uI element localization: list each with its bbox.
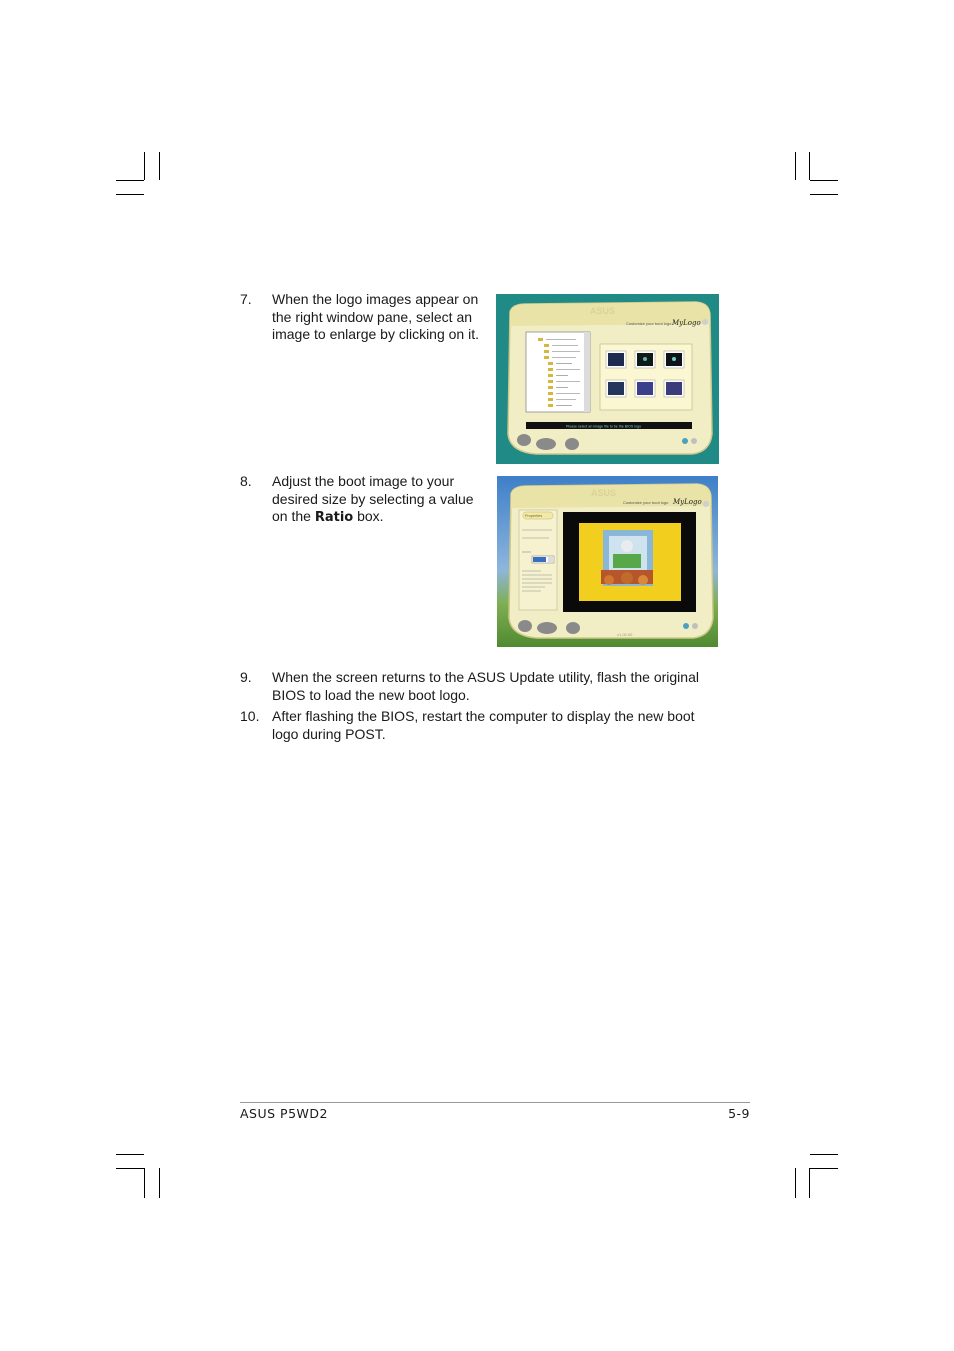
step-line: After flashing the BIOS, restart the computer to display the new boot bbox=[272, 708, 695, 724]
step-line: logo during POST. bbox=[272, 725, 386, 742]
step-text bbox=[272, 473, 474, 527]
svg-text:Please select an image file to: Please select an image file to be the BIOS logo bbox=[566, 424, 642, 429]
svg-text:MyLogo: MyLogo bbox=[673, 498, 702, 506]
svg-text:Customize your boot logo: Customize your boot logo bbox=[626, 321, 672, 326]
screenshot-logo-images bbox=[496, 294, 719, 464]
footer-title: ASUS P5WD2 bbox=[240, 1106, 328, 1121]
step-line: desired size by selecting a value bbox=[272, 490, 474, 507]
step-7 bbox=[240, 291, 490, 351]
mylogo-preview-image bbox=[497, 476, 718, 647]
svg-text:ASUS: ASUS bbox=[590, 306, 616, 316]
svg-text:MyLogo: MyLogo bbox=[672, 319, 701, 327]
step-8 bbox=[240, 473, 490, 533]
svg-text:Properties: Properties bbox=[525, 514, 543, 518]
step-text bbox=[272, 291, 479, 344]
step-line: When the screen returns to the ASUS Update utility, flash the original bbox=[272, 669, 699, 685]
step-line: BIOS to load the new boot logo. bbox=[272, 686, 470, 703]
step-number: 9. bbox=[240, 669, 252, 685]
step-text bbox=[272, 669, 699, 704]
step-line: When the logo images appear on bbox=[272, 291, 479, 307]
step-line: Adjust the boot image to your bbox=[272, 473, 455, 489]
svg-text:v1.00.00: v1.00.00 bbox=[617, 632, 633, 637]
step-line: image to enlarge by clicking on it. bbox=[272, 326, 479, 342]
ratio-label: Ratio bbox=[314, 510, 354, 525]
mylogo-window-image bbox=[496, 294, 719, 464]
screenshot-ratio-preview bbox=[497, 476, 718, 647]
step-text bbox=[272, 708, 695, 743]
step-10 bbox=[240, 708, 750, 744]
svg-text:ASUS: ASUS bbox=[591, 488, 617, 498]
step-text-segment: box. bbox=[353, 508, 384, 524]
footer-divider bbox=[240, 1102, 750, 1103]
page-number: 5-9 bbox=[728, 1106, 750, 1121]
step-line bbox=[272, 508, 474, 527]
step-9 bbox=[240, 669, 750, 705]
step-number: 10. bbox=[240, 708, 260, 724]
step-number: 8. bbox=[240, 473, 252, 489]
svg-text:Customize your boot logo: Customize your boot logo bbox=[623, 500, 669, 505]
step-number: 7. bbox=[240, 291, 252, 307]
step-line: the right window pane, select an bbox=[272, 308, 473, 325]
step-text-segment: on the bbox=[272, 508, 315, 524]
